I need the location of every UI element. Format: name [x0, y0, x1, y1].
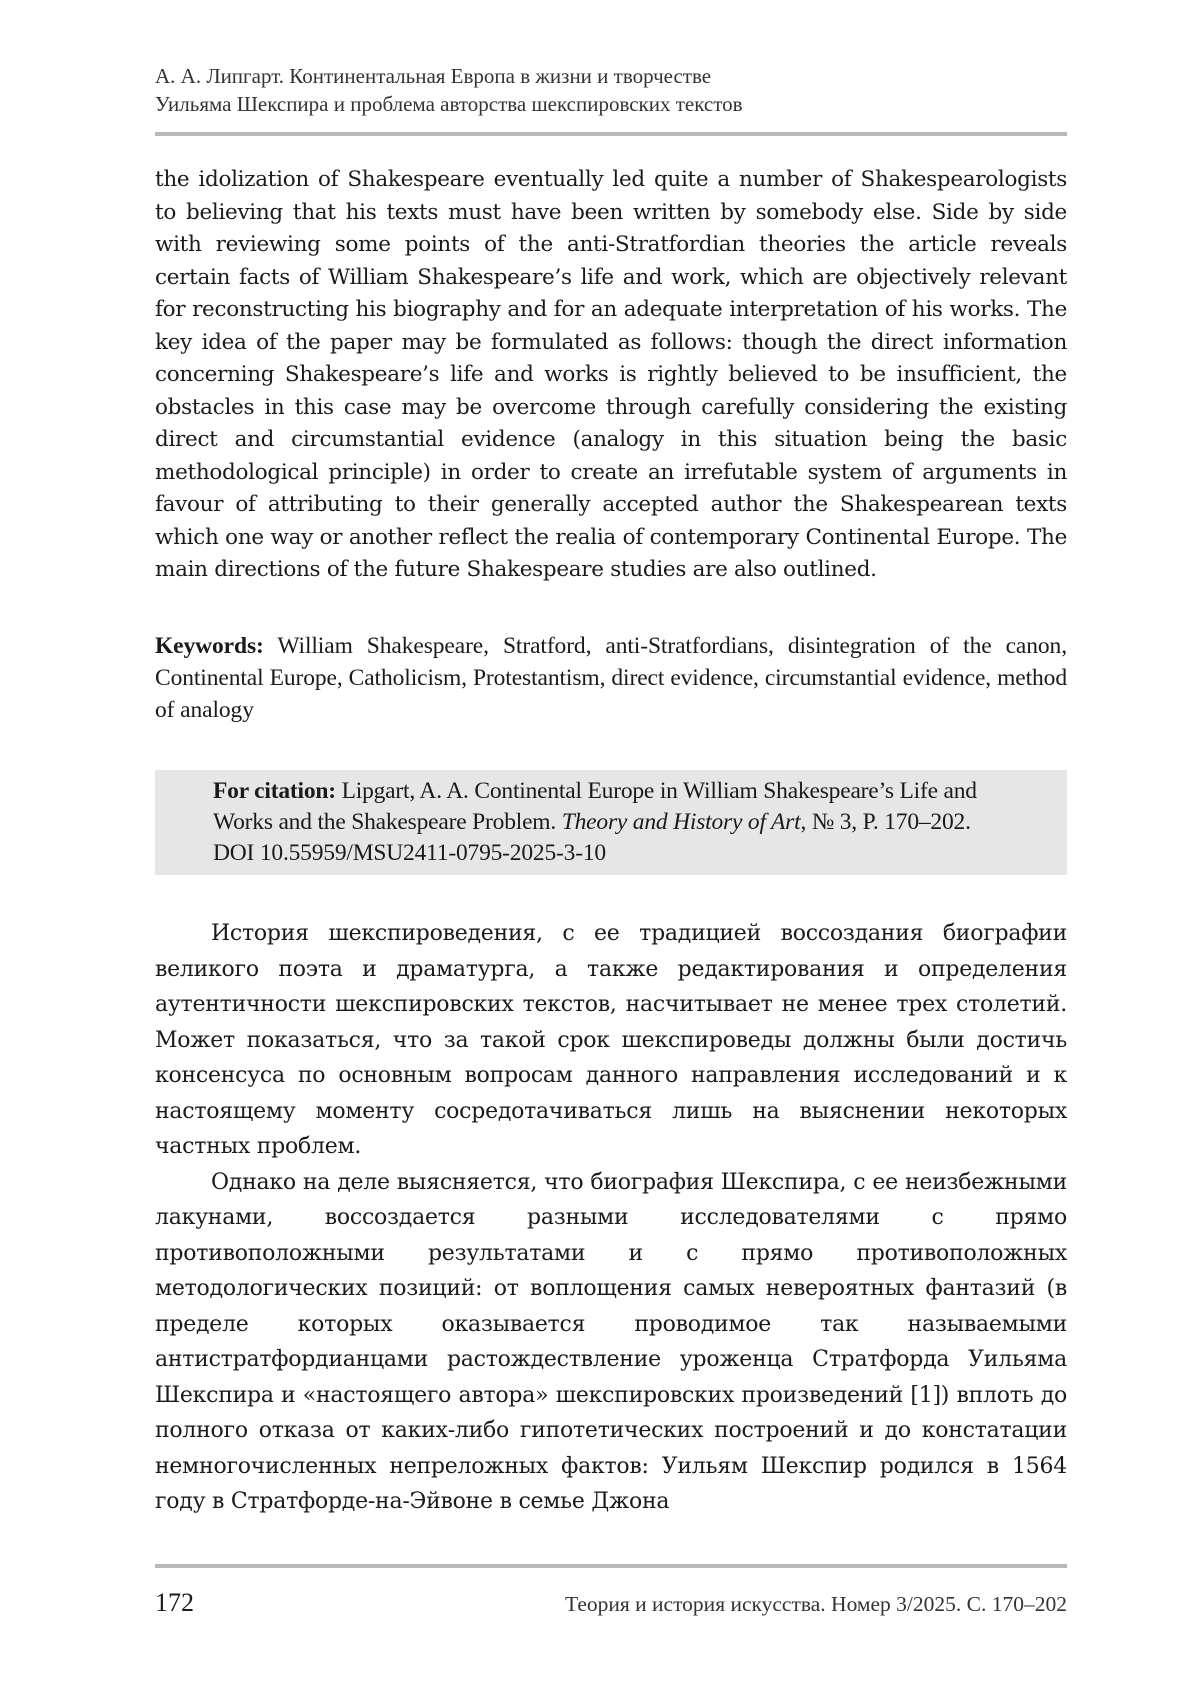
page-footer [155, 1586, 1067, 1620]
citation-reference: Lipgart, A. A. Continental Europe in William Shakespeare’s Life and Works and the Shakespeare Problem. [213, 778, 977, 835]
journal-reference: Теория и история искусства. Номер 3/2025. С. 170–202 [565, 1592, 1067, 1616]
page-number: 172 [155, 1588, 194, 1617]
citation-journal-title: Theory and History of Art [561, 809, 801, 835]
body-paragraph-2: Однако на деле выясняется, что биография Шекспира, с ее неизбежными лакунами, воссоздается разными исследователями с прямо противоположными результатами и с прямо противоположных методологических позиций: от воплощения самых невероятных фантазий (в пределе которых оказывается проводимое так называемыми антистратфордианцами растождествление уроженца Стратфорда Уильяма Шекспира и «настоящего автора» шекспировских произведений [1]) вплоть до полного отказа от каких-либо гипотетических построений и до констатации немногочисленных непреложных фактов: Уильям Шекспир родился в 1564 году в Стратфорде-на-Эйвоне в семье Джона [155, 1169, 1067, 1514]
running-header [155, 62, 1067, 118]
main-body-text [155, 916, 1067, 1520]
citation-text [213, 776, 1013, 869]
running-header-line-2: Уильяма Шекспира и проблема авторства шекспировских текстов [155, 92, 743, 116]
header-divider [155, 132, 1067, 136]
keywords-list: William Shakespeare, Stratford, anti-Stratfordians, disintegration of the canon, Continental Europe, Catholicism, Protestantism, direct evidence, circumstantial evidence, method of analogy [155, 633, 1067, 723]
footer-divider [155, 1564, 1067, 1568]
citation-box [155, 770, 1067, 875]
keywords-label: Keywords: [155, 633, 264, 659]
body-paragraph-1: История шекспироведения, с ее традицией воссоздания биографии великого поэта и драматурга, а также редактирования и определения аутентичности шекспировских текстов, насчитывает не менее трех столетий. Может показаться, что за такой срок шекспироведы должны были достичь консенсуса по основным вопросам данного направления исследований и к настоящему моменту сосредотачиваться лишь на выяснении некоторых частных проблем. [155, 921, 1067, 1159]
running-header-line-1: А. А. Липгарт. Континентальная Европа в жизни и творчестве [155, 64, 712, 88]
document-page [155, 0, 1067, 1703]
citation-label: For citation: [213, 778, 336, 804]
keywords-block [155, 630, 1067, 726]
abstract-paragraph: the idolization of Shakespeare eventually led quite a number of Shakespearologists to believing that his texts must have been written by somebody else. Side by side with reviewing some points of the anti-Stratfordian theories the article reveals certain facts of William Shakespeare’s life and work, which are objectively relevant for reconstructing his biography and for an adequate interpretation of his works. The key idea of the paper may be formulated as follows: though the direct information concerning Shakespeare’s life and works is rightly believed to be insufficient, the obstacles in this case may be overcome through carefully considering the existing direct and circumstantial evidence (analogy in this situation being the basic methodological principle) in order to create an irrefutable system of arguments in favour of attributing to their generally accepted author the Shakespearean texts which one way or another reflect the realia of contemporary Continental Europe. The main directions of the future Shakespeare studies are also outlined. [155, 167, 1067, 582]
citation-details: , № 3, P. 170–202. DOI 10.55959/MSU2411-0795-2025-3-10 [213, 809, 971, 866]
